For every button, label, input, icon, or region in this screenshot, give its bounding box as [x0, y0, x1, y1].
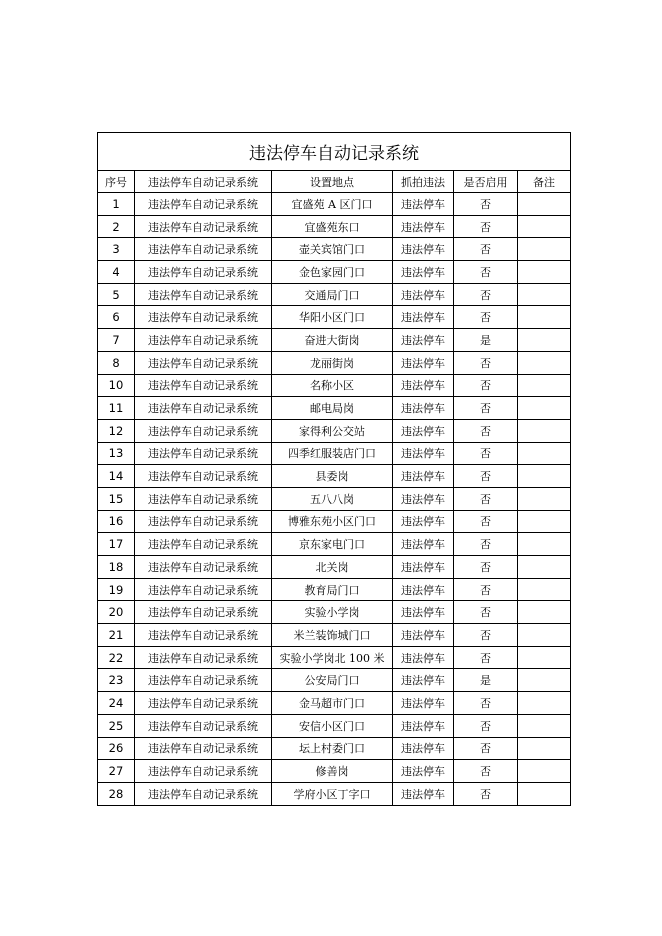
cell-note: [518, 760, 571, 783]
cell-location: 交通局门口: [272, 283, 393, 306]
cell-note: [518, 329, 571, 352]
cell-index: 22: [98, 646, 135, 669]
table-row: [98, 760, 571, 783]
cell-note: [518, 215, 571, 238]
header-system: 违法停车自动记录系统: [135, 171, 272, 193]
cell-enabled: 否: [454, 646, 518, 669]
cell-index: 24: [98, 692, 135, 715]
cell-index: 19: [98, 578, 135, 601]
table-row: [98, 714, 571, 737]
cell-enabled: 否: [454, 374, 518, 397]
cell-index: 3: [98, 238, 135, 261]
cell-capture: 违法停车: [393, 261, 454, 284]
cell-location: 博雅东苑小区门口: [272, 510, 393, 533]
cell-enabled: 否: [454, 283, 518, 306]
cell-enabled: 否: [454, 442, 518, 465]
cell-note: [518, 646, 571, 669]
cell-index: 13: [98, 442, 135, 465]
cell-capture: 违法停车: [393, 351, 454, 374]
cell-capture: 违法停车: [393, 533, 454, 556]
cell-index: 23: [98, 669, 135, 692]
table-row: [98, 419, 571, 442]
table-row: [98, 737, 571, 760]
cell-index: 2: [98, 215, 135, 238]
table-row: [98, 306, 571, 329]
cell-location: 宜盛苑 A 区门口: [272, 193, 393, 216]
table-row: [98, 692, 571, 715]
cell-index: 12: [98, 419, 135, 442]
table-row: [98, 465, 571, 488]
cell-enabled: 否: [454, 510, 518, 533]
table-row: [98, 261, 571, 284]
cell-location: 名称小区: [272, 374, 393, 397]
cell-location: 奋进大街岗: [272, 329, 393, 352]
cell-capture: 违法停车: [393, 510, 454, 533]
cell-system: 违法停车自动记录系统: [135, 283, 272, 306]
cell-system: 违法停车自动记录系统: [135, 669, 272, 692]
cell-index: 26: [98, 737, 135, 760]
cell-location: 公安局门口: [272, 669, 393, 692]
cell-location: 坛上村委门口: [272, 737, 393, 760]
cell-capture: 违法停车: [393, 646, 454, 669]
cell-index: 6: [98, 306, 135, 329]
cell-capture: 违法停车: [393, 465, 454, 488]
table-row: [98, 533, 571, 556]
cell-index: 8: [98, 351, 135, 374]
cell-note: [518, 487, 571, 510]
cell-note: [518, 624, 571, 647]
cell-note: [518, 737, 571, 760]
cell-index: 28: [98, 782, 135, 805]
cell-system: 违法停车自动记录系统: [135, 760, 272, 783]
header-enabled: 是否启用: [454, 171, 518, 193]
table-row: [98, 601, 571, 624]
cell-index: 11: [98, 397, 135, 420]
cell-system: 违法停车自动记录系统: [135, 646, 272, 669]
cell-system: 违法停车自动记录系统: [135, 737, 272, 760]
cell-capture: 违法停车: [393, 306, 454, 329]
cell-system: 违法停车自动记录系统: [135, 193, 272, 216]
cell-location: 四季红服装店门口: [272, 442, 393, 465]
cell-enabled: 否: [454, 714, 518, 737]
cell-system: 违法停车自动记录系统: [135, 215, 272, 238]
cell-note: [518, 283, 571, 306]
cell-location: 邮电局岗: [272, 397, 393, 420]
cell-capture: 违法停车: [393, 714, 454, 737]
cell-system: 违法停车自动记录系统: [135, 374, 272, 397]
cell-note: [518, 397, 571, 420]
cell-location: 修善岗: [272, 760, 393, 783]
cell-index: 15: [98, 487, 135, 510]
cell-location: 实验小学岗北 100 米: [272, 646, 393, 669]
cell-enabled: 否: [454, 737, 518, 760]
cell-note: [518, 669, 571, 692]
cell-note: [518, 465, 571, 488]
table-row: [98, 397, 571, 420]
document-table-container: [97, 132, 570, 806]
cell-capture: 违法停车: [393, 669, 454, 692]
cell-enabled: 否: [454, 215, 518, 238]
table-row: [98, 624, 571, 647]
cell-capture: 违法停车: [393, 556, 454, 579]
cell-capture: 违法停车: [393, 419, 454, 442]
cell-enabled: 否: [454, 351, 518, 374]
cell-note: [518, 714, 571, 737]
cell-system: 违法停车自动记录系统: [135, 510, 272, 533]
cell-capture: 违法停车: [393, 692, 454, 715]
table-row: [98, 193, 571, 216]
cell-capture: 违法停车: [393, 442, 454, 465]
cell-location: 华阳小区门口: [272, 306, 393, 329]
cell-note: [518, 782, 571, 805]
cell-note: [518, 692, 571, 715]
cell-enabled: 否: [454, 465, 518, 488]
cell-capture: 违法停车: [393, 782, 454, 805]
header-capture: 抓拍违法: [393, 171, 454, 193]
cell-note: [518, 556, 571, 579]
cell-system: 违法停车自动记录系统: [135, 442, 272, 465]
cell-enabled: 否: [454, 533, 518, 556]
table-row: [98, 215, 571, 238]
cell-index: 7: [98, 329, 135, 352]
cell-capture: 违法停车: [393, 624, 454, 647]
cell-enabled: 是: [454, 669, 518, 692]
cell-enabled: 否: [454, 419, 518, 442]
cell-enabled: 否: [454, 397, 518, 420]
cell-system: 违法停车自动记录系统: [135, 601, 272, 624]
cell-enabled: 否: [454, 261, 518, 284]
cell-location: 壶关宾馆门口: [272, 238, 393, 261]
cell-enabled: 否: [454, 578, 518, 601]
cell-enabled: 否: [454, 782, 518, 805]
cell-enabled: 否: [454, 306, 518, 329]
cell-location: 实验小学岗: [272, 601, 393, 624]
table-row: [98, 329, 571, 352]
records-table: [97, 132, 571, 806]
cell-note: [518, 306, 571, 329]
cell-index: 18: [98, 556, 135, 579]
cell-capture: 违法停车: [393, 760, 454, 783]
cell-enabled: 否: [454, 556, 518, 579]
cell-system: 违法停车自动记录系统: [135, 487, 272, 510]
cell-capture: 违法停车: [393, 397, 454, 420]
table-row: [98, 351, 571, 374]
cell-system: 违法停车自动记录系统: [135, 306, 272, 329]
cell-enabled: 否: [454, 601, 518, 624]
cell-enabled: 否: [454, 760, 518, 783]
cell-system: 违法停车自动记录系统: [135, 556, 272, 579]
cell-capture: 违法停车: [393, 238, 454, 261]
table-title: 违法停车自动记录系统: [98, 133, 571, 171]
cell-index: 21: [98, 624, 135, 647]
cell-location: 北关岗: [272, 556, 393, 579]
cell-index: 4: [98, 261, 135, 284]
header-index: 序号: [98, 171, 135, 193]
cell-note: [518, 238, 571, 261]
table-row: [98, 238, 571, 261]
cell-capture: 违法停车: [393, 578, 454, 601]
cell-capture: 违法停车: [393, 737, 454, 760]
cell-note: [518, 510, 571, 533]
cell-capture: 违法停车: [393, 487, 454, 510]
cell-note: [518, 193, 571, 216]
cell-capture: 违法停车: [393, 283, 454, 306]
cell-capture: 违法停车: [393, 329, 454, 352]
cell-system: 违法停车自动记录系统: [135, 692, 272, 715]
cell-location: 龙丽街岗: [272, 351, 393, 374]
cell-location: 安信小区门口: [272, 714, 393, 737]
cell-location: 金马超市门口: [272, 692, 393, 715]
cell-index: 5: [98, 283, 135, 306]
table-row: [98, 442, 571, 465]
cell-location: 金色家园门口: [272, 261, 393, 284]
cell-system: 违法停车自动记录系统: [135, 465, 272, 488]
header-row: [98, 171, 571, 193]
cell-note: [518, 351, 571, 374]
cell-index: 25: [98, 714, 135, 737]
cell-index: 17: [98, 533, 135, 556]
cell-index: 16: [98, 510, 135, 533]
cell-system: 违法停车自动记录系统: [135, 261, 272, 284]
cell-location: 学府小区丁字口: [272, 782, 393, 805]
cell-system: 违法停车自动记录系统: [135, 329, 272, 352]
cell-note: [518, 419, 571, 442]
cell-location: 京东家电门口: [272, 533, 393, 556]
cell-location: 宜盛苑东口: [272, 215, 393, 238]
table-row: [98, 510, 571, 533]
cell-note: [518, 442, 571, 465]
cell-enabled: 是: [454, 329, 518, 352]
cell-note: [518, 533, 571, 556]
cell-index: 14: [98, 465, 135, 488]
cell-system: 违法停车自动记录系统: [135, 578, 272, 601]
cell-location: 米兰装饰城门口: [272, 624, 393, 647]
cell-note: [518, 578, 571, 601]
cell-capture: 违法停车: [393, 193, 454, 216]
cell-index: 10: [98, 374, 135, 397]
cell-enabled: 否: [454, 238, 518, 261]
table-row: [98, 578, 571, 601]
table-row: [98, 669, 571, 692]
table-row: [98, 646, 571, 669]
cell-note: [518, 374, 571, 397]
table-row: [98, 556, 571, 579]
table-row: [98, 782, 571, 805]
cell-index: 1: [98, 193, 135, 216]
cell-enabled: 否: [454, 193, 518, 216]
cell-system: 违法停车自动记录系统: [135, 397, 272, 420]
cell-system: 违法停车自动记录系统: [135, 533, 272, 556]
cell-system: 违法停车自动记录系统: [135, 238, 272, 261]
cell-index: 20: [98, 601, 135, 624]
cell-capture: 违法停车: [393, 215, 454, 238]
cell-index: 27: [98, 760, 135, 783]
cell-note: [518, 601, 571, 624]
cell-system: 违法停车自动记录系统: [135, 624, 272, 647]
cell-note: [518, 261, 571, 284]
cell-capture: 违法停车: [393, 374, 454, 397]
cell-enabled: 否: [454, 692, 518, 715]
table-row: [98, 487, 571, 510]
header-location: 设置地点: [272, 171, 393, 193]
cell-location: 家得利公交站: [272, 419, 393, 442]
cell-location: 县委岗: [272, 465, 393, 488]
header-note: 备注: [518, 171, 571, 193]
cell-system: 违法停车自动记录系统: [135, 714, 272, 737]
cell-system: 违法停车自动记录系统: [135, 419, 272, 442]
cell-enabled: 否: [454, 487, 518, 510]
table-row: [98, 374, 571, 397]
cell-capture: 违法停车: [393, 601, 454, 624]
cell-system: 违法停车自动记录系统: [135, 351, 272, 374]
cell-enabled: 否: [454, 624, 518, 647]
cell-location: 五八八岗: [272, 487, 393, 510]
cell-system: 违法停车自动记录系统: [135, 782, 272, 805]
cell-location: 教育局门口: [272, 578, 393, 601]
table-row: [98, 283, 571, 306]
